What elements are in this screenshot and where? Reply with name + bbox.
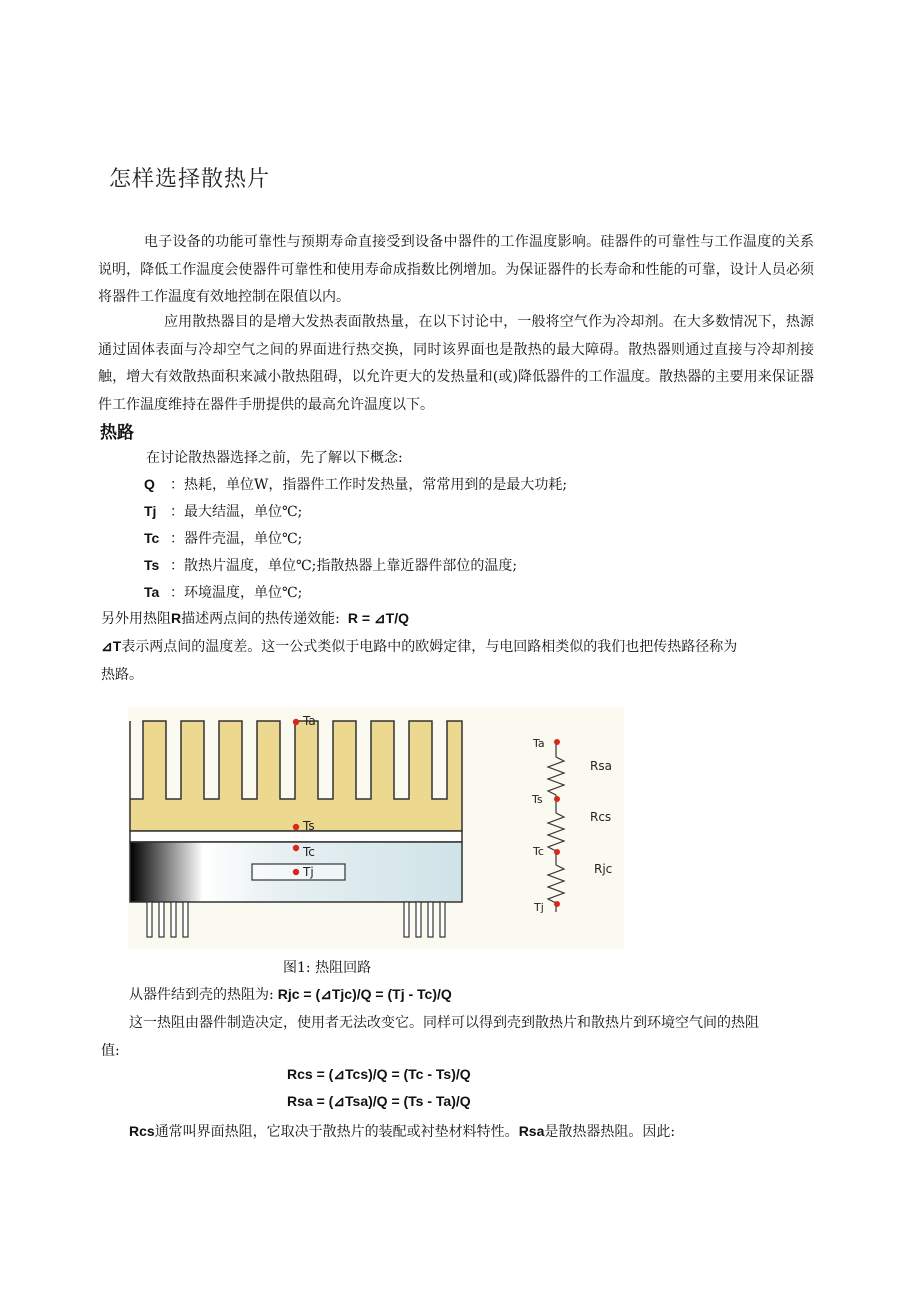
- resistance-formula: R = ⊿T/Q: [347, 610, 409, 626]
- resistance-symbol: R: [171, 610, 182, 626]
- circuit-tj-label: Tj: [534, 901, 544, 914]
- concept-symbol: Ta: [144, 584, 160, 600]
- circuit-ts-label: Ts: [532, 793, 543, 806]
- concept-desc: ：热耗，单位W，指器件工作时发热量，常常用到的是最大功耗;: [170, 477, 568, 493]
- tc-point-dot: [293, 845, 299, 851]
- next-para-line-1: 这一热阻由器件制造决定，使用者无法改变它。同样可以得到壳到散热片和散热片到环境空气间的热阻: [129, 1015, 759, 1031]
- last-line-end: 是散热器热阻。因此:: [544, 1124, 676, 1140]
- delta-t-symbol: ⊿T: [101, 638, 122, 654]
- concepts-intro: 在讨论散热器选择之前，先了解以下概念:: [146, 450, 403, 466]
- rjc-formula: Rjc = (⊿Tjc)/Q = (Tj - Tc)/Q: [277, 986, 452, 1002]
- intro-paragraph-1: 电子设备的功能可靠性与预期寿命直接受到设备中器件的工作温度影响。硅器件的可靠性与工作温度的关系说明，降低工作温度会使器件可靠性和使用寿命成指数比例增加。为保证器件的长寿命和性能的可靠，设计人员必须将器件工作温度有效地控制在限值以内。: [98, 234, 814, 305]
- delta-t-line-1: [101, 636, 737, 656]
- resistance-suffix: 描述两点间的热传递效能:: [181, 611, 340, 627]
- ta-point-dot: [293, 719, 299, 725]
- figure-caption: 图1: 热阻回路: [283, 960, 372, 976]
- tc-label: Tc: [303, 845, 315, 859]
- thermal-resistance-figure: [128, 707, 624, 949]
- concept-ta: [144, 582, 302, 602]
- concept-desc: ：器件壳温，单位℃;: [170, 531, 303, 547]
- resistance-prefix: 另外用热阻: [101, 611, 171, 627]
- rjc-line: [129, 984, 452, 1004]
- section-heading: 热路: [100, 423, 134, 443]
- rsa-formula: Rsa = (⊿Tsa)/Q = (Ts - Ta)/Q: [287, 1093, 471, 1109]
- rcs-label: Rcs: [590, 810, 612, 824]
- intro-paragraph-2: 应用散热器目的是增大发热表面散热量，在以下讨论中，一般将空气作为冷却剂。在大多数情况下，热源通过固体表面与冷却空气之间的界面进行热交换，同时该界面也是散热的最大障碍。散热器则通过直接与冷却剂接触，增大有效散热面积来减小散热阻碍，以允许更大的发热量和(或)降低器件的工作温度。散热器的主要用来保证器件工作温度维持在器件手册提供的最高允许温度以下。: [98, 314, 814, 413]
- ts-point-dot: [293, 824, 299, 830]
- last-line-rsa: Rsa: [518, 1123, 545, 1139]
- circuit-ta-label: Ta: [533, 737, 545, 750]
- last-line-rcs: Rcs: [129, 1123, 155, 1139]
- circuit-ts-dot: [554, 796, 560, 802]
- concept-ts: [144, 555, 517, 575]
- concept-symbol: Tj: [144, 503, 157, 519]
- circuit-tc-dot: [554, 849, 560, 855]
- tj-point-dot: [293, 869, 299, 875]
- concept-tc: [144, 528, 302, 548]
- circuit-ta-dot: [554, 739, 560, 745]
- ts-label: Ts: [303, 819, 315, 833]
- concept-desc: ：散热片温度，单位℃;指散热器上靠近器件部位的温度;: [170, 558, 518, 574]
- last-line-mid: 通常叫界面热阻，它取决于散热片的装配或衬垫材料特性。: [154, 1124, 519, 1140]
- tj-label: Tj: [303, 865, 314, 879]
- ta-label: Ta: [303, 714, 316, 728]
- delta-t-line-2: 热路。: [101, 667, 143, 683]
- rjc-label: Rjc: [594, 862, 613, 876]
- rjc-prefix: 从器件结到壳的热阻为:: [129, 987, 274, 1003]
- concept-symbol: Tc: [144, 530, 160, 546]
- concept-symbol: Ts: [144, 557, 160, 573]
- rsa-label: Rsa: [590, 759, 612, 773]
- resistance-definition: [101, 608, 409, 628]
- concept-desc: ：环境温度，单位℃;: [170, 585, 303, 601]
- circuit-tc-label: Tc: [533, 845, 544, 858]
- concept-tj: [144, 501, 302, 521]
- page-title: 怎样选择散热片: [109, 167, 271, 192]
- delta-t-text: 表示两点间的温度差。这一公式类似于电路中的欧姆定律，与电回路相类似的我们也把传热路径称为: [121, 639, 738, 655]
- concept-q: [144, 474, 567, 494]
- circuit-tj-dot: [554, 901, 560, 907]
- concept-symbol: Q: [144, 476, 155, 492]
- last-line: [129, 1121, 675, 1141]
- rcs-formula: Rcs = (⊿Tcs)/Q = (Tc - Ts)/Q: [287, 1066, 471, 1082]
- interface-layer: [130, 831, 462, 842]
- concept-desc: ：最大结温，单位℃;: [170, 504, 303, 520]
- next-para-line-2: 值:: [101, 1043, 120, 1059]
